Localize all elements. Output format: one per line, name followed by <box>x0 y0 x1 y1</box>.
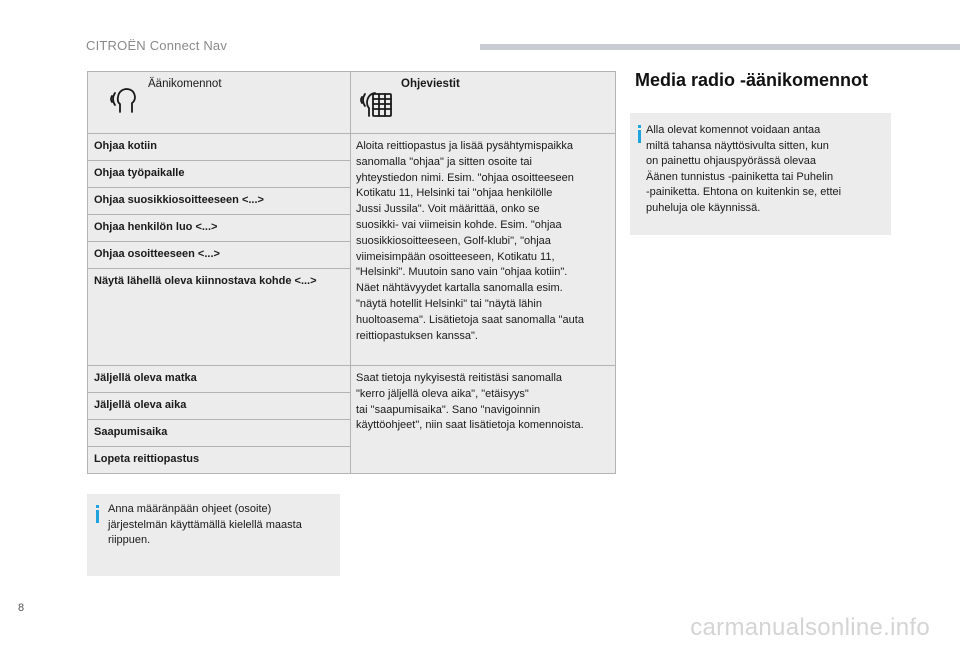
note-line: puheluja ole käynnissä. <box>646 201 761 214</box>
table-header <box>88 72 615 134</box>
header-label-commands: Äänikomennot <box>148 78 222 90</box>
page-number: 8 <box>18 602 25 614</box>
description-line: viimeisimpään osoitteeseen, Kotikatu 11, <box>356 250 555 263</box>
description-line: "Helsinki". Muutoin sano vain "ohjaa kotiin". <box>356 266 568 279</box>
description-line: suosikki- vai viimeisin kohde. Esim. "ohjaa <box>356 218 562 231</box>
note-line: järjestelmän käyttämällä kielellä maasta <box>108 518 302 531</box>
section-title: Media radio -äänikomennot <box>635 70 869 90</box>
command-row: Lopeta reittiopastus <box>94 453 200 465</box>
note-line: on painettu ohjauspyörässä olevaa <box>646 155 817 167</box>
command-row: Ohjaa suosikkiosoitteeseen <...> <box>88 188 350 215</box>
command-row: Jäljellä oleva matka <box>88 366 350 393</box>
header-cell-messages <box>351 72 615 133</box>
voice-command-icon <box>108 85 138 118</box>
description-line: Jussi Jussila". Voit määrittää, onko se <box>356 203 540 216</box>
header-bar <box>480 44 960 50</box>
description-line: tai "saapumisaika". Sano "navigoinnin <box>356 403 541 416</box>
description-line: Saat tietoja nykyisestä reitistäsi sanomalla <box>356 372 563 384</box>
command-group-route-info <box>88 366 615 473</box>
info-note-media <box>630 113 891 235</box>
description-line: Näet nähtävyydet kartalla sanomalla esim. <box>356 282 563 295</box>
description-line: yhteystiedon nimi. Esim. "ohjaa osoitteeseen <box>356 171 574 184</box>
watermark: carmanualsonline.info <box>690 614 930 641</box>
note-line: -painiketta. Ehtona on kuitenkin se, ettei <box>646 186 842 198</box>
header-brand: CITROËN Connect Nav <box>86 38 228 53</box>
command-group-navigation <box>88 134 615 366</box>
header-cell-commands <box>88 72 351 133</box>
command-list <box>88 366 351 473</box>
command-row: Ohjaa osoitteeseen <...> <box>88 242 350 269</box>
command-description <box>351 366 615 473</box>
note-text <box>646 123 886 216</box>
command-row: Ohjaa henkilön luo <...> <box>88 215 350 242</box>
info-note-destination <box>87 494 340 576</box>
note-line: Anna määränpään ohjeet (osoite) <box>108 503 272 515</box>
command-list <box>88 134 351 365</box>
command-row: Jäljellä oleva aika <box>88 393 350 420</box>
note-line: Äänen tunnistus -painiketta tai Puhelin <box>646 170 834 183</box>
note-text <box>108 502 333 549</box>
description-line: suosikkiosoitteeseen, Golf-klubi", "ohjaa <box>356 234 551 247</box>
note-line: riippuen. <box>108 534 151 546</box>
note-line: Alla olevat komennot voidaan antaa <box>646 124 821 136</box>
description-line: "näytä hotellit Helsinki" tai "näytä lähin <box>356 297 542 310</box>
description-line: reittiopastuksen kanssa". <box>356 329 478 342</box>
note-line: miltä tahansa näyttösivulta sitten, kun <box>646 139 829 152</box>
voice-keypad-icon <box>359 85 393 122</box>
command-row: Ohjaa työpaikalle <box>88 161 350 188</box>
description-line: "kerro jäljellä oleva aika", "etäisyys" <box>356 387 529 400</box>
description-line: käyttöohjeet", niin saat lisätietoja komennoista. <box>356 419 584 432</box>
header-label-messages: Ohjeviestit <box>401 78 460 90</box>
description-line: sanomalla "ohjaa" ja sitten osoite tai <box>356 155 532 168</box>
command-row: Ohjaa kotiin <box>88 134 350 161</box>
command-row: Saapumisaika <box>88 420 350 447</box>
description-line: Aloita reittiopastus ja lisää pysähtymispaikka <box>356 140 574 152</box>
description-line: Kotikatu 11, Helsinki tai "ohjaa henkilölle <box>356 187 553 200</box>
description-line: huoltoasema". Lisätietoja saat sanomalla "auta <box>356 313 584 326</box>
command-description <box>351 134 615 365</box>
command-row: Näytä lähellä oleva kiinnostava kohde <...> <box>94 275 317 287</box>
voice-commands-table <box>87 71 616 474</box>
